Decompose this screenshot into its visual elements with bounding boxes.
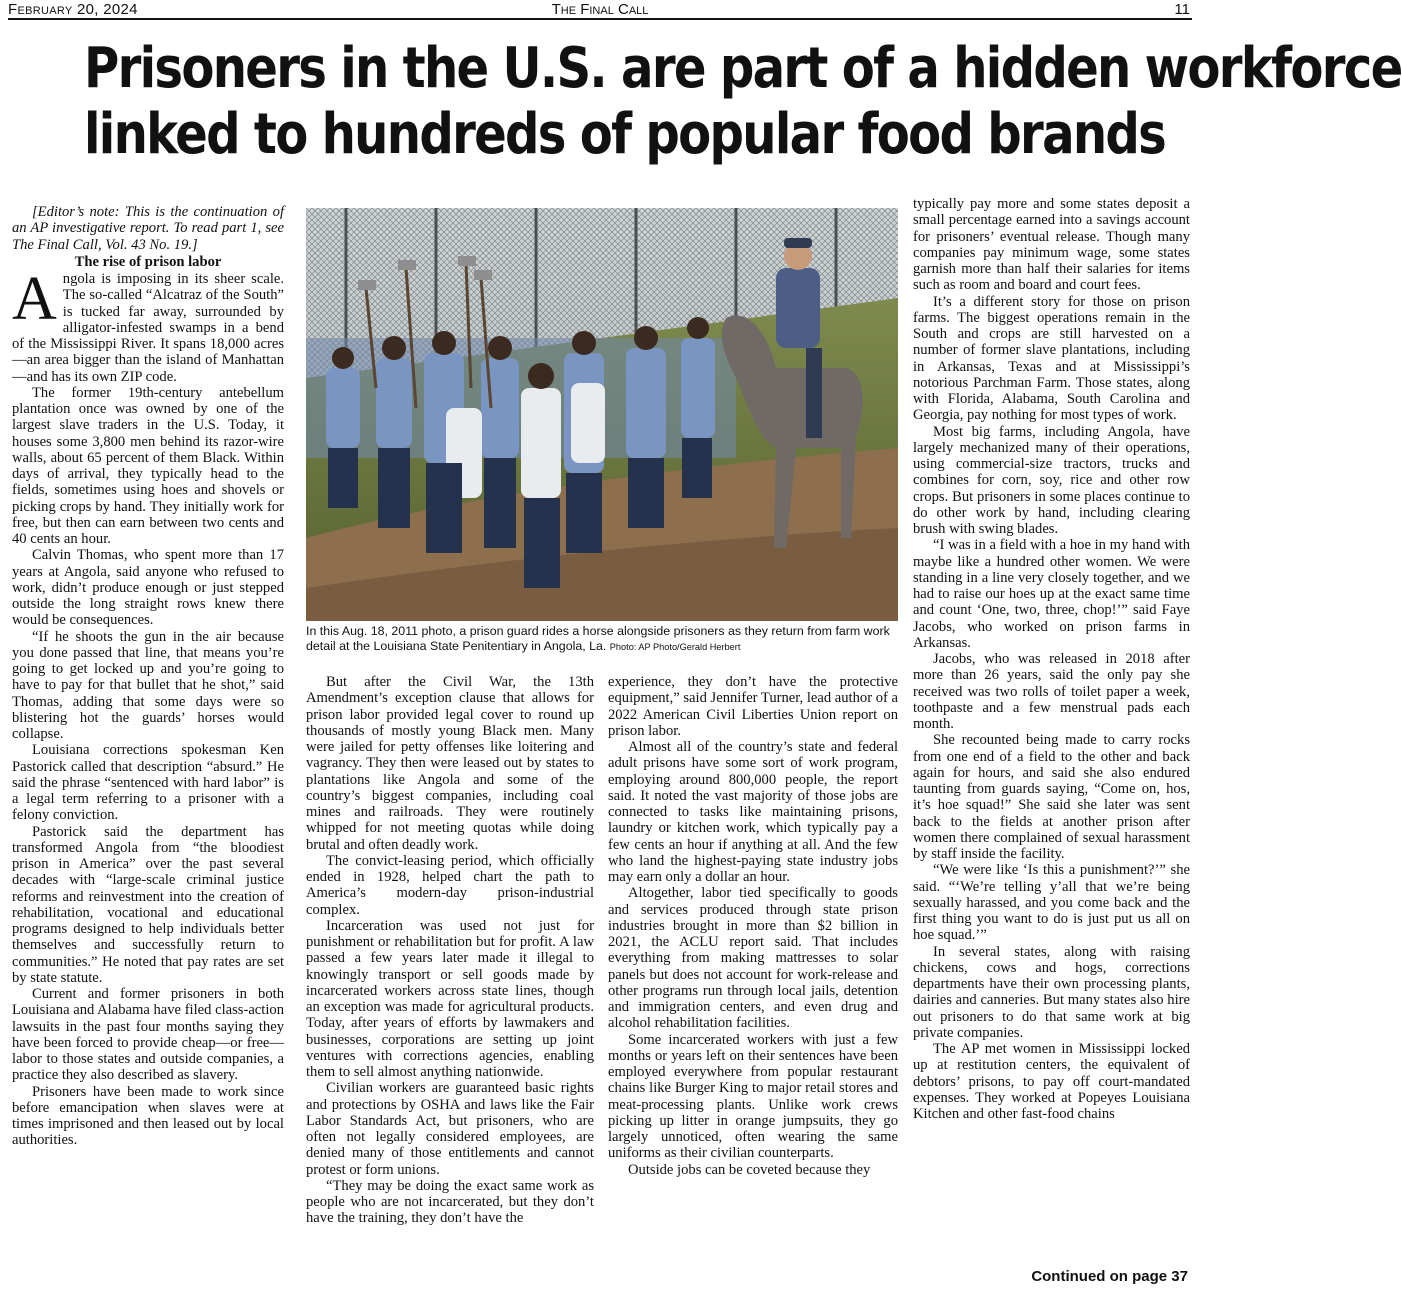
- headline-line-1: Prisoners in the U.S. are part of a hidden workforce: [84, 36, 1402, 101]
- paragraph: The former 19th-century antebellum plantation once was owned by one of the largest slave traders in the U.S. Today, it houses some 3,800 men behind its razor-wire walls, about 65 percent of them Black. Within days of arrival, they typically head to the fields, sometimes using hoes and shovels or picking crops by hand. They initially work for free, but then can earn between two cents and 40 cents an hour.: [12, 384, 284, 547]
- paragraph: Altogether, labor tied specifically to goods and services produced through state prison industries brought in more than $2 billion in 2021, the ACLU report said. That includes everything from making mattresses to solar panels but does not account for work-release and other programs run through local jails, detention and immigration centers, and even drug and alcohol rehabilitation facilities.: [608, 885, 898, 1032]
- issue-date: February 20, 2024: [8, 1, 138, 18]
- paragraph: Civilian workers are guaranteed basic rights and protections by OSHA and laws like the Fair Labor Standards Act, but prisoners, who are often not legally considered employees, are denied many of those entitlements and cannot protest or form unions.: [306, 1080, 594, 1178]
- paragraph: The convict-leasing period, which officially ended in 1928, helped chart the path to America’s modern-day prison-industrial complex.: [306, 852, 594, 918]
- continued-link[interactable]: Continued on page 37: [1025, 1268, 1188, 1285]
- caption-text: In this Aug. 18, 2011 photo, a prison guard rides a horse alongside prisoners as they return from farm work detail at the Louisiana State Penitentiary in Angola, La.: [306, 624, 890, 653]
- headline-line-2: linked to hundreds of popular food brands: [84, 102, 1166, 167]
- paragraph: “We were like ‘Is this a punishment?’” she said. “‘We’re telling y’all that we’re being sexually harassed, and you come back and the first thing you want to do is just put us all on hoe squad.’”: [913, 862, 1190, 944]
- paragraph: Incarceration was used not just for punishment or rehabilitation but for profit. A law passed a few years later made it illegal to knowingly transport or sell goods made by incarcerated workers across state lines, though an exception was made for agricultural products. Today, after years of efforts by lawmakers and businesses, corporations are setting up joint ventures with corrections agencies, enabling them to sell almost anything nationwide.: [306, 917, 594, 1080]
- section-subhead: The rise of prison labor: [74, 253, 222, 270]
- photo-illustration: [306, 208, 898, 621]
- paragraph: The AP met women in Mississippi locked up at restitution centers, the equivalent of debtors’ prisons, to pay off court-mandated expenses. They worked at Popeyes Louisiana Kitchen and other fast-food chains: [913, 1041, 1190, 1122]
- paragraph: “They may be doing the exact same work as people who are not incarcerated, but they don’t have the training, they don’t have the: [306, 1177, 594, 1227]
- page-header: [8, 0, 1192, 20]
- editor-note: [Editor’s note: This is the continuation of an AP investigative report. To read part 1, see The Final Call, Vol. 43 No. 19.]: [12, 204, 284, 253]
- paragraph: Louisiana corrections spokesman Ken Pastorick called that description “absurd.” He said the phrase “sentenced with hard labor” is a legal term referring to a prisoner with a felony conviction.: [12, 742, 284, 824]
- paragraph: typically pay more and some states deposit a small percentage earned into a savings account for prisoners’ eventual release. Though many companies pay minimum wage, some states garnish more than half their salaries for items such as room and board and court fees.: [913, 196, 1190, 294]
- photo-caption: [306, 624, 898, 654]
- drop-cap: A: [12, 265, 57, 333]
- paragraph: Prisoners have been made to work since before emancipation when slaves were at times imprisoned and then leased out by local authorities.: [12, 1083, 284, 1149]
- paragraph: Calvin Thomas, who spent more than 17 years at Angola, said anyone who refused to work, didn’t produce enough or just stepped outside the long straight rows knew there would be consequences.: [12, 547, 284, 629]
- article-column-1: [12, 204, 284, 1278]
- paragraph: In several states, along with raising chickens, cows and hogs, corrections departments have their own processing plants, dairies and canneries. But many states also hire out prisoners to do that same work at big private companies.: [913, 943, 1190, 1041]
- article-column-2: [306, 674, 594, 1280]
- paragraph: Jacobs, who was released in 2018 after more than 26 years, said the only pay she received was two rolls of toilet paper a week, toothpaste and a few menstrual pads each month.: [913, 651, 1190, 732]
- paragraph: Outside jobs can be coveted because they: [628, 1161, 871, 1178]
- photo-credit: Photo: AP Photo/Gerald Herbert: [609, 641, 741, 652]
- paragraph: She recounted being made to carry rocks from one end of a field to the other and back again for hours, and said she also endured taunting from guards saying, “Come on, hos, it’s hoe squad!” She said she later was sent back to the fields at another prison after women there complained of sexual harassment by staff inside the facility.: [913, 732, 1190, 862]
- paragraph: “I was in a field with a hoe in my hand with maybe like a hundred other women. We were standing in a line very closely together, and we had to raise our hoes up at the exact same time and count ‘One, two, three, chop!’” said Faye Jacobs, who worked on prison farms in Arkansas.: [913, 537, 1190, 651]
- article-photo: [306, 208, 898, 621]
- paragraph: Some incarcerated workers with just a few months or years left on their sentences have been employed everywhere from popular restaurant chains like Burger King to major retail stores and meat-processing plants. Unlike work crews picking up litter in orange jumpsuits, they go largely unnoticed, often wearing the same uniforms as their civilian counterparts.: [608, 1031, 898, 1162]
- article-column-3: [608, 674, 898, 1280]
- article-column-4: [913, 196, 1190, 1278]
- paragraph: experience, they don’t have the protective equipment,” said Jennifer Turner, lead author of a 2022 American Civil Liberties Union report on prison labor.: [608, 674, 898, 739]
- paragraph: But after the Civil War, the 13th Amendment’s exception clause that allows for prison labor provided legal cover to round up thousands of mostly young Black men. Many were jailed for petty offenses like loitering and vagrancy. They then were leased out by states to plantations like Angola and some of the country’s biggest companies, including coal mines and railroads. They were routinely whipped for not meeting quotas while doing brutal and often deadly work.: [306, 674, 594, 853]
- paragraph: Almost all of the country’s state and federal adult prisons have some sort of work program, employing around 800,000 people, the report said. It noted the vast majority of those jobs are connected to tasks like maintaining prisons, laundry or kitchen work, which typically pay a few cents an hour if anything at all. And the few who land the highest-paying state industry jobs may earn only a dollar an hour.: [608, 739, 898, 885]
- paragraph: Pastorick said the department has transformed Angola from “the bloodiest prison in America” over the past several decades with “large-scale criminal justice reforms and reinvestment into the creation of rehabilitation, vocational and educational programs designed to help individuals better themselves and successfully return to communities.” He noted that pay rates are set by state statute.: [12, 823, 284, 986]
- headline: [84, 36, 1402, 168]
- paragraph: Most big farms, including Angola, have largely mechanized many of their operations, using commercial-size tractors, trucks and combines for corn, soy, rice and other row crops. But prisoners in some places continue to do other work by hand, including clearing brush with swing blades.: [913, 423, 1190, 537]
- paragraph: Angola is imposing in its sheer scale. The so-called “Alcatraz of the South” is tucked far away, surrounded by alligator-infested swamps in a bend of the Mississippi River. It spans 18,000 acres—an area bigger than the island of Manhattan—and has its own ZIP code.: [12, 265, 284, 385]
- paragraph: Current and former prisoners in both Louisiana and Alabama have filed class-action lawsuits in the past four months saying they have been forced to provide cheap—or free—labor to those states and outside companies, a practice they also described as slavery.: [12, 986, 284, 1084]
- paragraph: It’s a different story for those on prison farms. The biggest operations remain in the South and crops are still harvested on a number of former slave plantations, including in Arkansas, Texas and at Mississippi’s notorious Parchman Farm. Those states, along with Florida, Alabama, South Carolina and Georgia, pay nothing for most types of work.: [913, 293, 1190, 424]
- paragraph: “If he shoots the gun in the air because you done passed that line, that means you’re going to get locked up and you’re going to have to pay for that bullet that he shot,” said Thomas, adding that some days were so blistering hot the guards’ horses would collapse.: [12, 628, 284, 742]
- page-number: 11: [1174, 1, 1190, 18]
- publication-name: The Final Call: [551, 1, 649, 18]
